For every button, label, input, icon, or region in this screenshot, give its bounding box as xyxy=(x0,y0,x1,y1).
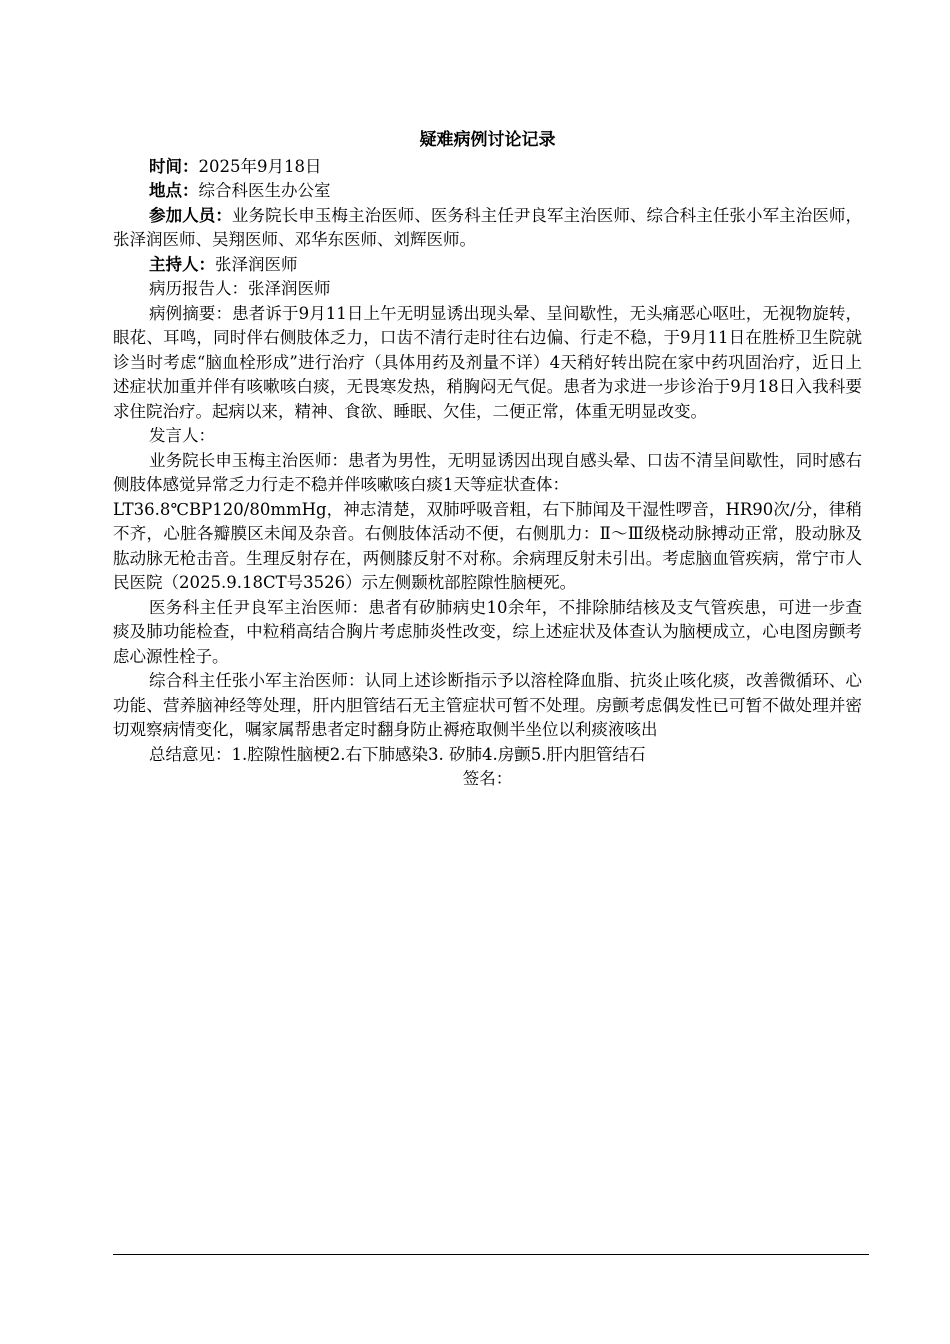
conclusion: 总结意见：1.腔隙性脑梗2.右下肺感染3. 矽肺4.房颤5.肝内胆管结石 xyxy=(149,744,646,764)
host-line xyxy=(113,253,862,278)
speech-1-intro: 业务院长申玉梅主治医师：患者为男性，无明显诱因出现自感头晕、口齿不清呈间歇性，同时感右侧肢体感觉异常乏力行走不稳并伴咳嗽咳白痰1天等症状查体： xyxy=(113,450,862,494)
speech-1-body: LT36.8℃BP120/80mmHg，神志清楚，双肺呼吸音粗，右下肺闻及干湿性啰音，HR90次/分，律稍不齐，心脏各瓣膜区未闻及杂音。右侧肢体活动不便，右侧肌力：Ⅱ～Ⅲ级桡动脉搏动正常，股动脉及肱动脉无枪击音。生理反射存在，两侧膝反射不对称。余病理反射未引出。考虑脑血管疾病，常宁市人民医院（2025.9.18CT号3526）示左侧颞枕部腔隙性脑梗死。 xyxy=(113,499,862,592)
case-summary: 病例摘要：患者诉于9月11日上午无明显诱出现头晕、呈间歇性，无头痛恶心呕吐，无视物旋转，眼花、耳鸣，同时伴右侧肢体乏力，口齿不清行走时往右边偏、行走不稳，于9月11日在胜桥卫生院就诊当时考虑“脑血栓形成”进行治疗（具体用药及剂量不详）4天稍好转出院在家中药巩固治疗，近日上述症状加重并伴有咳嗽咳白痰，无畏寒发热，稍胸闷无气促。患者为求进一步诊治于9月18日入我科要求住院治疗。起病以来，精神、食欲、睡眠、欠佳，二便正常，体重无明显改变。 xyxy=(113,303,862,421)
time-value: 2025年9月18日 xyxy=(198,156,322,176)
place-value: 综合科医生办公室 xyxy=(198,181,331,200)
speech-3: 综合科主任张小军主治医师：认同上述诊断指示予以溶栓降血脂、抗炎止咳化痰，改善微循环、心功能、营养脑神经等处理，肝内胆管结石无主管症状可暂不处理。房颤考虑偶发性已可暂不做处理并密切观察病情变化，嘱家属帮患者定时翻身防止褥疮取侧半坐位以利痰液咳出 xyxy=(113,671,862,739)
participants-line xyxy=(113,204,862,253)
host-label: 主持人： xyxy=(149,254,215,274)
reporter-line: 病历报告人：张泽润医师 xyxy=(149,279,331,298)
time-line xyxy=(113,155,862,180)
participants-value: 业务院长申玉梅主治医师、医务科主任尹良军主治医师、综合科主任张小军主治医师，张泽润医师、吴翔医师、邓华东医师、刘辉医师。 xyxy=(113,205,863,249)
signature: 签名： xyxy=(462,769,513,788)
speech-2: 医务科主任尹良军主治医师：患者有矽肺病史10余年，不排除肺结核及支气管疾患，可进一步查痰及肺功能检查，中粒稍高结合胸片考虑肺炎性改变，综上述症状及体查认为脑梗成立，心电图房颤考虑心源性栓子。 xyxy=(113,597,862,666)
footer-divider xyxy=(113,1254,869,1255)
place-line xyxy=(113,179,862,204)
host-value: 张泽润医师 xyxy=(215,254,298,274)
time-label: 时间： xyxy=(149,156,199,176)
document-title: 疑难病例讨论记录 xyxy=(419,130,556,150)
document-body xyxy=(113,128,862,792)
speakers-heading: 发言人： xyxy=(149,426,215,445)
place-label: 地点： xyxy=(149,181,199,200)
participants-label: 参加人员： xyxy=(149,205,232,225)
